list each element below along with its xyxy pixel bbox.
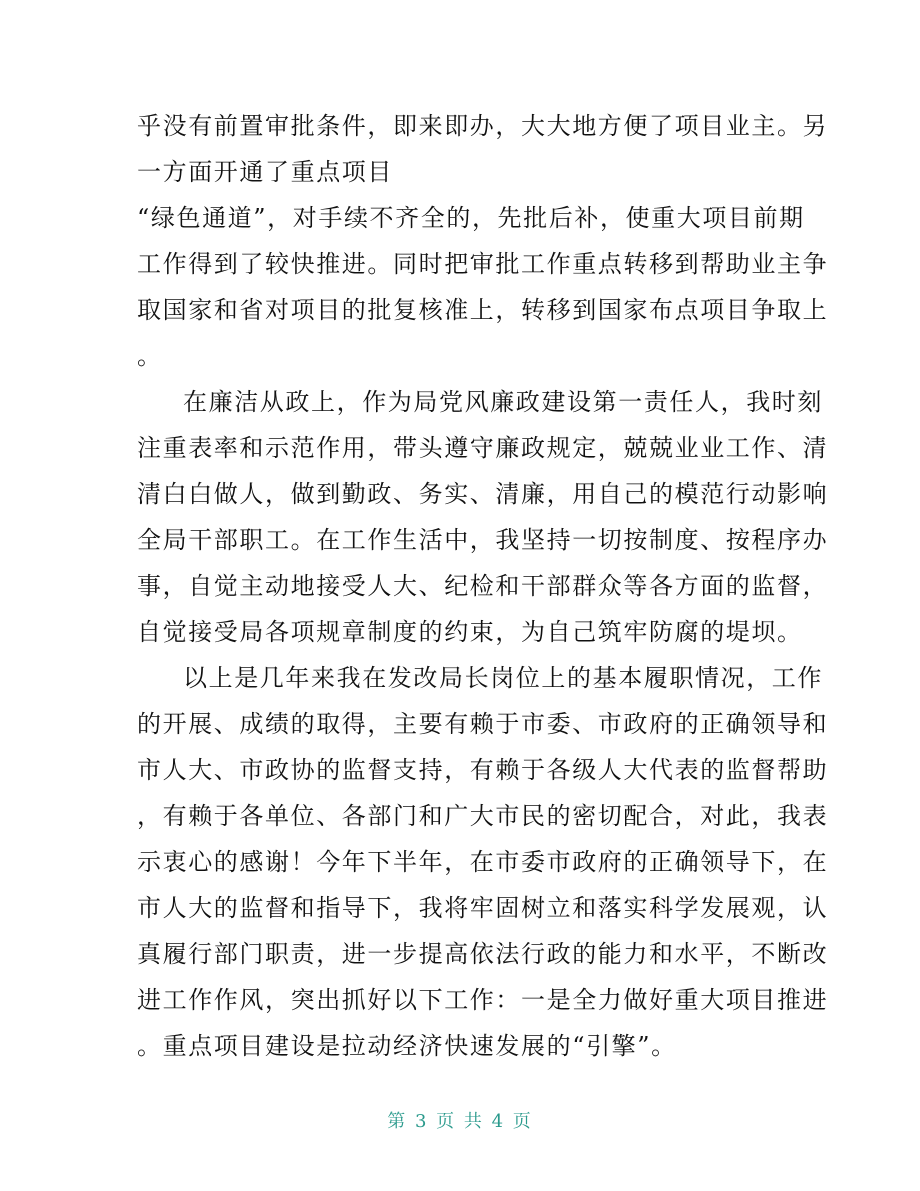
page-footer: 第 3 页 共 4 页 [387, 1111, 533, 1132]
text-line: ，有赖于各单位、各部门和广大市民的密切配合，对此，我表 [137, 802, 829, 830]
text-line: 乎没有前置审批条件，即来即办，大大地方便了项目业主。另 [137, 112, 829, 140]
text-line: 工作得到了较快推进。同时把审批工作重点转移到帮助业主争 [137, 250, 829, 278]
body-text [137, 103, 829, 1069]
text-line: 示衷心的感谢！今年下半年，在市委市政府的正确领导下，在 [137, 848, 829, 876]
text-line: 一方面开通了重点项目 [137, 158, 393, 186]
text-line: 市人大的监督和指导下，我将牢固树立和落实科学发展观，认 [137, 894, 829, 922]
text-line: 自觉接受局各项规章制度的约束，为自己筑牢防腐的堤坝。 [137, 618, 803, 646]
text-line: 。重点项目建设是拉动经济快速发展的“引擎”。 [137, 1032, 677, 1060]
text-line: 。 [137, 342, 163, 370]
text-line: 取国家和省对项目的批复核准上，转移到国家布点项目争取上 [137, 296, 829, 324]
text-line: 以上是几年来我在发改局长岗位上的基本履职情况，工作 [183, 664, 823, 692]
text-line: 注重表率和示范作用，带头遵守廉政规定，兢兢业业工作、清 [137, 434, 829, 462]
text-line: “绿色通道”，对手续不齐全的，先批后补，使重大项目前期 [137, 204, 805, 232]
text-line: 全局干部职工。在工作生活中，我坚持一切按制度、按程序办 [137, 526, 829, 554]
text-line: 真履行部门职责，进一步提高依法行政的能力和水平，不断改 [137, 940, 829, 968]
text-line: 事，自觉主动地接受人大、纪检和干部群众等各方面的监督， [137, 572, 829, 600]
text-line: 进工作作风，突出抓好以下工作：一是全力做好重大项目推进 [137, 986, 829, 1014]
text-line: 清白白做人，做到勤政、务实、清廉，用自己的模范行动影响 [137, 480, 829, 508]
text-line: 在廉洁从政上，作为局党风廉政建设第一责任人，我时刻 [183, 388, 823, 416]
text-line: 的开展、成绩的取得，主要有赖于市委、市政府的正确领导和 [137, 710, 829, 738]
text-line: 市人大、市政协的监督支持，有赖于各级人大代表的监督帮助 [137, 756, 829, 784]
